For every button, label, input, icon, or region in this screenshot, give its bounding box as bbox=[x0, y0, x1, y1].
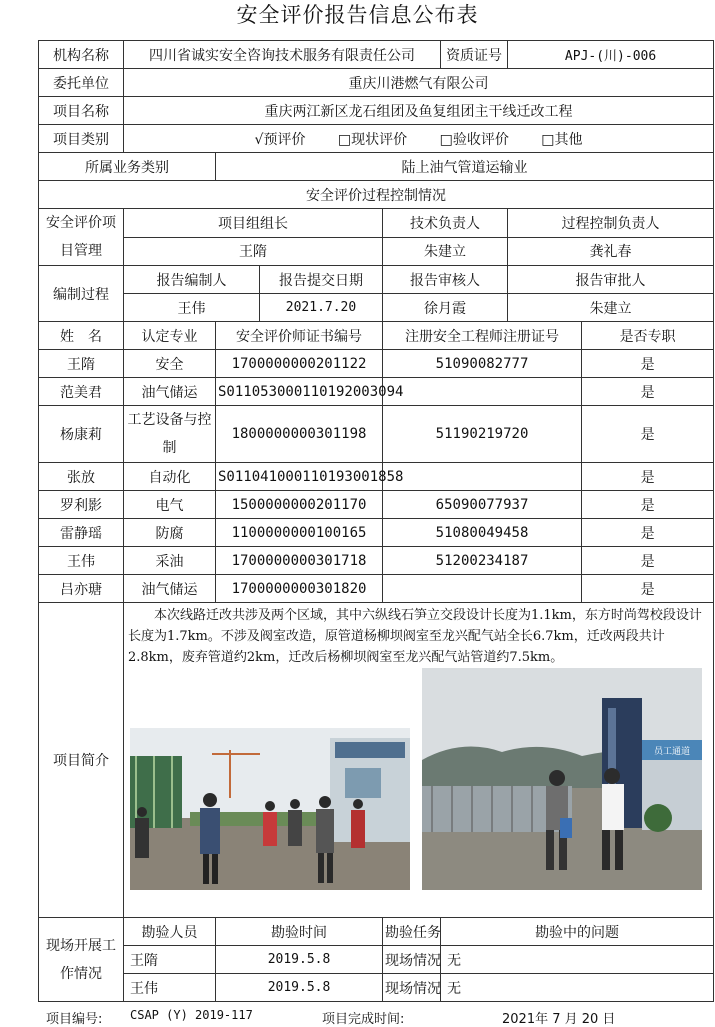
staff-name: 张放 bbox=[39, 463, 124, 491]
project-label: 项目名称 bbox=[39, 97, 124, 125]
site-header-row bbox=[39, 918, 714, 946]
compile-date: 2021.7.20 bbox=[260, 294, 383, 322]
category-option-accept: □验收评价 bbox=[439, 131, 509, 148]
business-label: 所属业务类别 bbox=[39, 153, 216, 181]
management-value-row bbox=[39, 237, 714, 266]
management-header-leader: 项目组组长 bbox=[124, 209, 383, 238]
org-label: 机构名称 bbox=[39, 41, 124, 69]
site-task: 现场情况 bbox=[383, 946, 441, 974]
staff-reg bbox=[383, 463, 582, 491]
compile-approver: 朱建立 bbox=[508, 294, 714, 322]
category-option-other: □其他 bbox=[541, 131, 583, 148]
completion-value: 2021年 7 月 20 日 bbox=[502, 1012, 616, 1027]
compile-label: 编制过程 bbox=[39, 266, 124, 322]
project-value: 重庆两江新区龙石组团及鱼复组团主干线迁改工程 bbox=[124, 97, 714, 125]
site-header-date: 勘验时间 bbox=[216, 918, 383, 946]
management-control: 龚礼春 bbox=[508, 237, 714, 266]
staff-header-reg: 注册安全工程师注册证号 bbox=[383, 322, 582, 350]
footer bbox=[0, 1005, 715, 1027]
site-header-person: 勘验人员 bbox=[124, 918, 216, 946]
staff-fulltime: 是 bbox=[582, 519, 714, 547]
staff-reg: 51200234187 bbox=[383, 547, 582, 575]
site-row bbox=[39, 974, 714, 1002]
staff-fulltime: 是 bbox=[582, 350, 714, 378]
staff-major: 安全 bbox=[124, 350, 216, 378]
table-row bbox=[39, 378, 714, 406]
staff-reg: 51080049458 bbox=[383, 519, 582, 547]
client-value: 重庆川港燃气有限公司 bbox=[124, 69, 714, 97]
staff-header-major: 认定专业 bbox=[124, 322, 216, 350]
client-label: 委托单位 bbox=[39, 69, 124, 97]
staff-major: 采油 bbox=[124, 547, 216, 575]
table-row bbox=[39, 406, 714, 463]
category-row bbox=[39, 125, 714, 153]
gate-sign-text: 员工通道 bbox=[653, 747, 691, 757]
process-header-row bbox=[39, 181, 714, 209]
process-header: 安全评价过程控制情况 bbox=[39, 181, 714, 209]
project-code-value: CSAP (Y) 2019-117 bbox=[130, 1008, 253, 1022]
staff-fulltime: 是 bbox=[582, 463, 714, 491]
staff-fulltime: 是 bbox=[582, 575, 714, 603]
staff-fulltime: 是 bbox=[582, 378, 714, 406]
table-row bbox=[39, 350, 714, 378]
management-tech: 朱建立 bbox=[383, 237, 508, 266]
table-row bbox=[39, 547, 714, 575]
page-title: 安全评价报告信息公布表 bbox=[236, 3, 479, 27]
site-label: 现场开展工作情况 bbox=[39, 918, 124, 1002]
site-task: 现场情况 bbox=[383, 974, 441, 1002]
management-leader: 王隋 bbox=[124, 237, 383, 266]
staff-major: 电气 bbox=[124, 491, 216, 519]
staff-cert: 1100000000100165 bbox=[216, 519, 383, 547]
site-person: 王隋 bbox=[124, 946, 216, 974]
compile-value-row bbox=[39, 294, 714, 322]
staff-reg bbox=[383, 378, 582, 406]
compile-author: 王伟 bbox=[124, 294, 260, 322]
staff-name: 王隋 bbox=[39, 350, 124, 378]
management-label: 安全评价项目管理 bbox=[39, 209, 124, 266]
intro-row bbox=[39, 603, 714, 918]
staff-cert: 1700000000301718 bbox=[216, 547, 383, 575]
staff-name: 杨康莉 bbox=[39, 406, 124, 463]
site-header-issue: 勘验中的问题 bbox=[441, 918, 714, 946]
site-date: 2019.5.8 bbox=[216, 946, 383, 974]
staff-reg: 65090077937 bbox=[383, 491, 582, 519]
intro-content bbox=[124, 603, 714, 918]
staff-cert: 1700000000201122 bbox=[216, 350, 383, 378]
staff-reg: 51190219720 bbox=[383, 406, 582, 463]
staff-name: 吕亦瑭 bbox=[39, 575, 124, 603]
staff-reg bbox=[383, 575, 582, 603]
staff-major: 油气储运 bbox=[124, 575, 216, 603]
site-issue: 无 bbox=[441, 974, 714, 1002]
intro-label: 项目简介 bbox=[39, 603, 124, 918]
site-photo-group bbox=[130, 728, 410, 890]
site-photo-gate bbox=[422, 668, 702, 890]
compile-header-approver: 报告审批人 bbox=[508, 266, 714, 294]
staff-major: 工艺设备与控制 bbox=[124, 406, 216, 463]
staff-name: 罗利影 bbox=[39, 491, 124, 519]
staff-cert: 1800000000301198 bbox=[216, 406, 383, 463]
staff-major: 自动化 bbox=[124, 463, 216, 491]
site-issue: 无 bbox=[441, 946, 714, 974]
staff-header-row bbox=[39, 322, 714, 350]
staff-reg: 51090082777 bbox=[383, 350, 582, 378]
business-row bbox=[39, 153, 714, 181]
table-row bbox=[39, 463, 714, 491]
photo-area bbox=[124, 668, 713, 908]
management-header-control: 过程控制负责人 bbox=[508, 209, 714, 238]
site-date: 2019.5.8 bbox=[216, 974, 383, 1002]
staff-header-name: 姓 名 bbox=[39, 322, 124, 350]
staff-name: 雷静瑶 bbox=[39, 519, 124, 547]
management-header-row bbox=[39, 209, 714, 238]
compile-header-author: 报告编制人 bbox=[124, 266, 260, 294]
business-value: 陆上油气管道运输业 bbox=[216, 153, 714, 181]
cert-label: 资质证号 bbox=[441, 41, 508, 69]
compile-header-reviewer: 报告审核人 bbox=[383, 266, 508, 294]
category-options bbox=[124, 125, 714, 153]
staff-major: 防腐 bbox=[124, 519, 216, 547]
site-row bbox=[39, 946, 714, 974]
staff-cert: S011053000110192003094 bbox=[216, 378, 383, 406]
org-value: 四川省诚实安全咨询技术服务有限责任公司 bbox=[124, 41, 441, 69]
table-row bbox=[39, 491, 714, 519]
staff-header-cert: 安全评价师证书编号 bbox=[216, 322, 383, 350]
project-code-label: 项目编号: bbox=[46, 1012, 103, 1027]
table-row bbox=[39, 575, 714, 603]
category-option-status: □现状评价 bbox=[337, 131, 408, 148]
compile-reviewer: 徐月霞 bbox=[383, 294, 508, 322]
report-table bbox=[38, 40, 714, 1002]
site-header-task: 勘验任务 bbox=[383, 918, 441, 946]
staff-header-fulltime: 是否专职 bbox=[582, 322, 714, 350]
category-label: 项目类别 bbox=[39, 125, 124, 153]
intro-text: 本次线路迁改共涉及两个区域，其中六纵线石笋立交段设计长度为1.1km，东方时尚驾校段设计长度为1.7km。不涉及阀室改造，原管道杨柳坝阀室至龙兴配气站全长6.7km，迁改两段共计2.8km，废弃管道约2km，迁改后杨柳坝阀室至龙兴配气站管道约7.5km。 bbox=[128, 608, 702, 665]
staff-cert: S011041000110193001858 bbox=[216, 463, 383, 491]
cert-value: APJ-(川)-006 bbox=[508, 41, 714, 69]
site-person: 王伟 bbox=[124, 974, 216, 1002]
table-row bbox=[39, 519, 714, 547]
staff-name: 范美君 bbox=[39, 378, 124, 406]
staff-fulltime: 是 bbox=[582, 406, 714, 463]
compile-header-date: 报告提交日期 bbox=[260, 266, 383, 294]
staff-major: 油气储运 bbox=[124, 378, 216, 406]
staff-cert: 1700000000301820 bbox=[216, 575, 383, 603]
project-row bbox=[39, 97, 714, 125]
compile-header-row bbox=[39, 266, 714, 294]
staff-fulltime: 是 bbox=[582, 547, 714, 575]
management-header-tech: 技术负责人 bbox=[383, 209, 508, 238]
staff-cert: 1500000000201170 bbox=[216, 491, 383, 519]
category-option-pre: √预评价 bbox=[254, 131, 306, 148]
org-row bbox=[39, 41, 714, 69]
client-row bbox=[39, 69, 714, 97]
staff-name: 王伟 bbox=[39, 547, 124, 575]
staff-fulltime: 是 bbox=[582, 491, 714, 519]
completion-label: 项目完成时间: bbox=[322, 1012, 405, 1027]
